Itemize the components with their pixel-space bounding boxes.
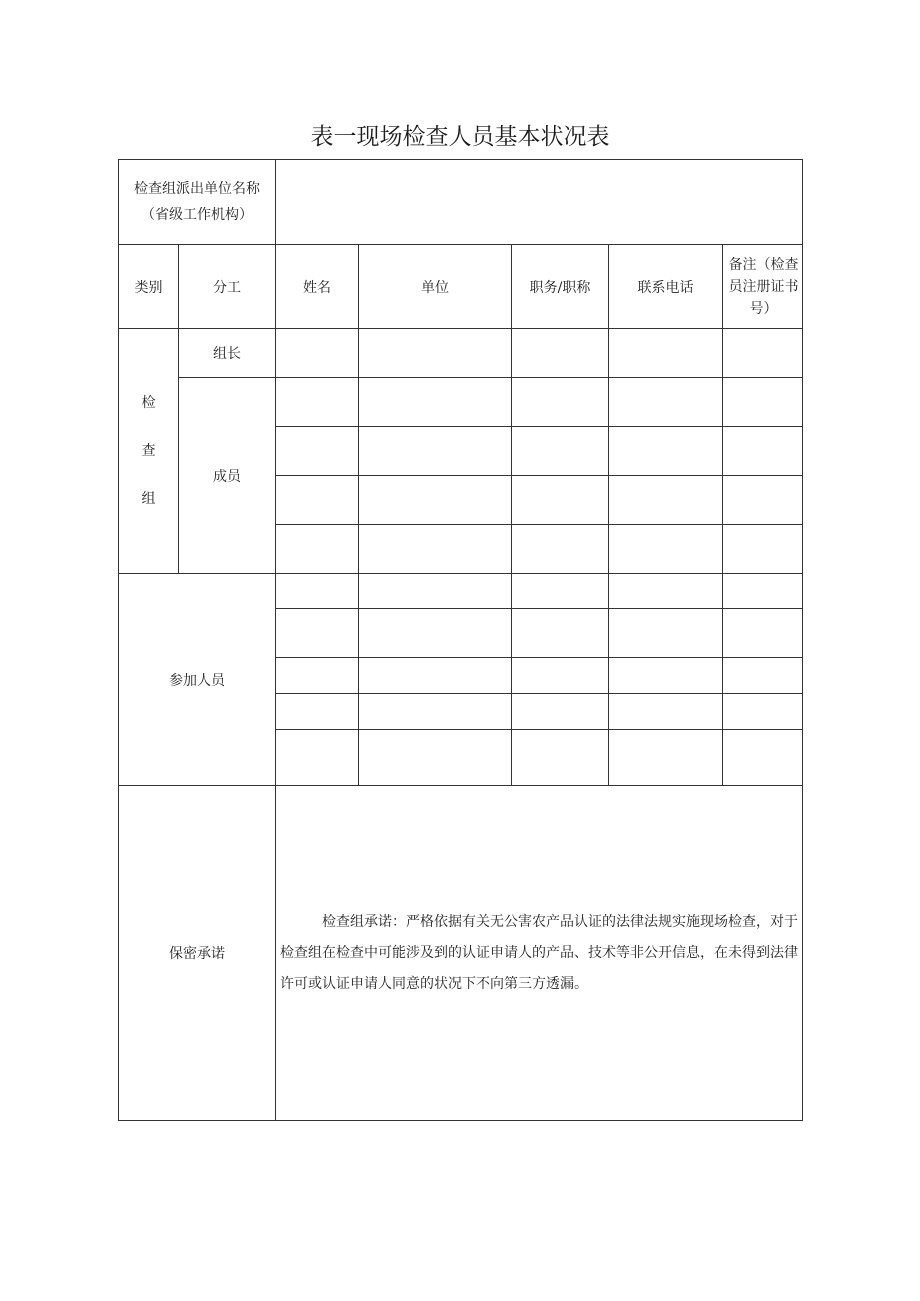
- participant-name-cell[interactable]: [276, 694, 359, 730]
- confidentiality-label: 保密承诺: [119, 786, 276, 1121]
- member-phone-cell[interactable]: [609, 525, 723, 574]
- member-position-cell[interactable]: [512, 476, 609, 525]
- participant-notes-cell[interactable]: [723, 694, 803, 730]
- inspection-group-char1: 检: [141, 395, 156, 411]
- participant-name-cell[interactable]: [276, 730, 359, 786]
- participant-phone-cell[interactable]: [609, 694, 723, 730]
- participant-position-cell[interactable]: [512, 574, 609, 609]
- participant-notes-cell[interactable]: [723, 730, 803, 786]
- inspection-group-char2: 查: [141, 443, 156, 459]
- dispatch-unit-label: [119, 160, 276, 245]
- member-unit-cell[interactable]: [359, 525, 512, 574]
- confidentiality-text-cell: [276, 786, 803, 1121]
- member-notes-cell[interactable]: [723, 476, 803, 525]
- header-division: 分工: [179, 245, 276, 329]
- leader-position-cell[interactable]: [512, 329, 609, 378]
- participant-notes-cell[interactable]: [723, 609, 803, 658]
- participant-notes-cell[interactable]: [723, 574, 803, 609]
- header-unit: 单位: [359, 245, 512, 329]
- dispatch-unit-label-line2: （省级工作机构）: [141, 207, 253, 223]
- page-title: 表一现场检查人员基本状况表: [310, 124, 610, 150]
- participant-unit-cell[interactable]: [359, 574, 512, 609]
- header-category: 类别: [119, 245, 179, 329]
- participant-phone-cell[interactable]: [609, 658, 723, 694]
- participant-position-cell[interactable]: [512, 658, 609, 694]
- member-unit-cell[interactable]: [359, 476, 512, 525]
- dispatch-unit-value[interactable]: [276, 160, 803, 245]
- dispatch-unit-label-line1: 检查组派出单位名称: [134, 181, 260, 197]
- header-notes-line1: 备注（检查: [728, 256, 799, 273]
- participant-phone-cell[interactable]: [609, 730, 723, 786]
- participant-notes-cell[interactable]: [723, 658, 803, 694]
- member-notes-cell[interactable]: [723, 427, 803, 476]
- member-name-cell[interactable]: [276, 427, 359, 476]
- participants-label: 参加人员: [119, 574, 276, 786]
- member-name-cell[interactable]: [276, 476, 359, 525]
- header-notes-line3: 号）: [749, 300, 778, 317]
- member-phone-cell[interactable]: [609, 476, 723, 525]
- header-position: 职务/职称: [512, 245, 609, 329]
- participant-name-cell[interactable]: [276, 658, 359, 694]
- participant-name-cell[interactable]: [276, 574, 359, 609]
- header-notes-line2: 员注册证书: [728, 278, 799, 295]
- inspector-info-table: [118, 159, 803, 1121]
- header-notes: [723, 245, 803, 329]
- inspection-group-label: [119, 329, 179, 574]
- participant-name-cell[interactable]: [276, 609, 359, 658]
- header-phone: 联系电话: [609, 245, 723, 329]
- members-label: 成员: [179, 378, 276, 574]
- participant-phone-cell[interactable]: [609, 574, 723, 609]
- member-unit-cell[interactable]: [359, 427, 512, 476]
- member-name-cell[interactable]: [276, 378, 359, 427]
- participant-unit-cell[interactable]: [359, 694, 512, 730]
- header-name: 姓名: [276, 245, 359, 329]
- member-phone-cell[interactable]: [609, 427, 723, 476]
- inspection-group-char3: 组: [141, 491, 156, 507]
- member-position-cell[interactable]: [512, 427, 609, 476]
- leader-notes-cell[interactable]: [723, 329, 803, 378]
- leader-name-cell[interactable]: [276, 329, 359, 378]
- participant-unit-cell[interactable]: [359, 609, 512, 658]
- participant-phone-cell[interactable]: [609, 609, 723, 658]
- member-phone-cell[interactable]: [609, 378, 723, 427]
- member-notes-cell[interactable]: [723, 378, 803, 427]
- member-name-cell[interactable]: [276, 525, 359, 574]
- leader-label: 组长: [179, 329, 276, 378]
- member-position-cell[interactable]: [512, 378, 609, 427]
- participant-unit-cell[interactable]: [359, 658, 512, 694]
- participant-position-cell[interactable]: [512, 609, 609, 658]
- participant-unit-cell[interactable]: [359, 730, 512, 786]
- member-unit-cell[interactable]: [359, 378, 512, 427]
- confidentiality-text: 检查组承诺：严格依据有关无公害农产品认证的法律法规实施现场检查，对于检查组在检查中可能涉及到的认证申请人的产品、技术等非公开信息，在未得到法律许可或认证申请人同意的状况下不向第三方透漏。: [280, 913, 798, 992]
- leader-phone-cell[interactable]: [609, 329, 723, 378]
- participant-position-cell[interactable]: [512, 730, 609, 786]
- member-notes-cell[interactable]: [723, 525, 803, 574]
- member-position-cell[interactable]: [512, 525, 609, 574]
- participant-position-cell[interactable]: [512, 694, 609, 730]
- leader-unit-cell[interactable]: [359, 329, 512, 378]
